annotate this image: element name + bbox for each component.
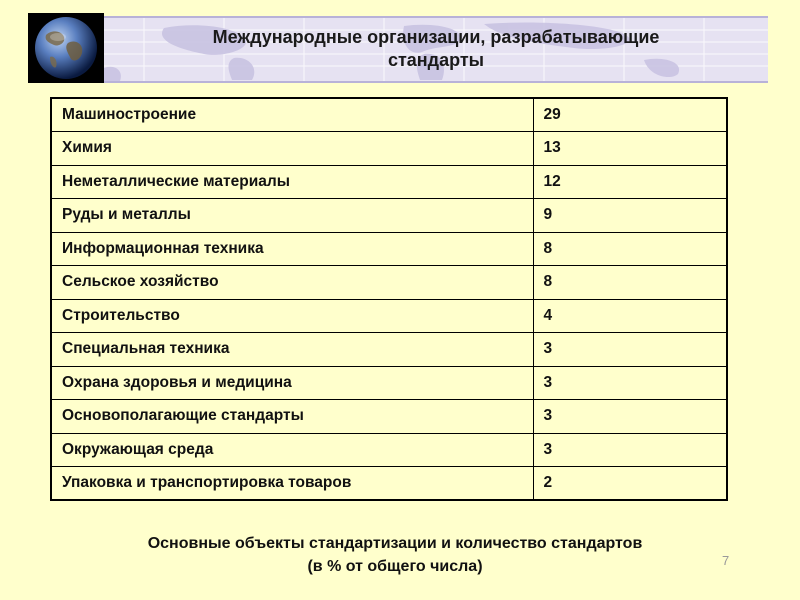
title-banner [104, 16, 768, 83]
caption-line2: (в % от общего числа) [307, 558, 483, 575]
caption-line1: Основные объекты стандартизации и количество стандартов [147, 535, 643, 552]
table-row [51, 199, 727, 233]
table-cell-value: 8 [533, 266, 727, 300]
table-cell-name: Упаковка и транспортировка товаров [51, 467, 533, 501]
standards-table [50, 97, 728, 501]
table-cell-name: Основополагающие стандарты [51, 400, 533, 434]
page-title-line1: Международные организации, разрабатывающие [212, 27, 660, 47]
table-row [51, 299, 727, 333]
table-row [51, 467, 727, 501]
table-cell-name: Охрана здоровья и медицина [51, 366, 533, 400]
page-title [104, 26, 768, 72]
table-row [51, 400, 727, 434]
table-row [51, 165, 727, 199]
table-row [51, 132, 727, 166]
table-cell-name: Химия [51, 132, 533, 166]
table-cell-value: 3 [533, 433, 727, 467]
table-cell-value: 2 [533, 467, 727, 501]
table-cell-value: 3 [533, 400, 727, 434]
table-row [51, 433, 727, 467]
globe-icon [28, 13, 104, 83]
table-cell-name: Специальная техника [51, 333, 533, 367]
table-cell-name: Неметаллические материалы [51, 165, 533, 199]
table-cell-value: 8 [533, 232, 727, 266]
table-cell-value: 13 [533, 132, 727, 166]
table-row [51, 98, 727, 132]
table-cell-name: Окружающая среда [51, 433, 533, 467]
table-caption [40, 532, 750, 578]
table-cell-name: Информационная техника [51, 232, 533, 266]
table-row [51, 232, 727, 266]
table-cell-name: Машиностроение [51, 98, 533, 132]
table-cell-value: 3 [533, 366, 727, 400]
table-cell-value: 4 [533, 299, 727, 333]
table-cell-name: Строительство [51, 299, 533, 333]
table-cell-value: 12 [533, 165, 727, 199]
table-cell-name: Руды и металлы [51, 199, 533, 233]
table-cell-value: 3 [533, 333, 727, 367]
table-cell-value: 29 [533, 98, 727, 132]
table-row [51, 366, 727, 400]
table-row [51, 333, 727, 367]
page-number: 7 [722, 553, 730, 568]
table-cell-value: 9 [533, 199, 727, 233]
page-title-line2: стандарты [387, 50, 485, 70]
table-cell-name: Сельское хозяйство [51, 266, 533, 300]
table-row [51, 266, 727, 300]
